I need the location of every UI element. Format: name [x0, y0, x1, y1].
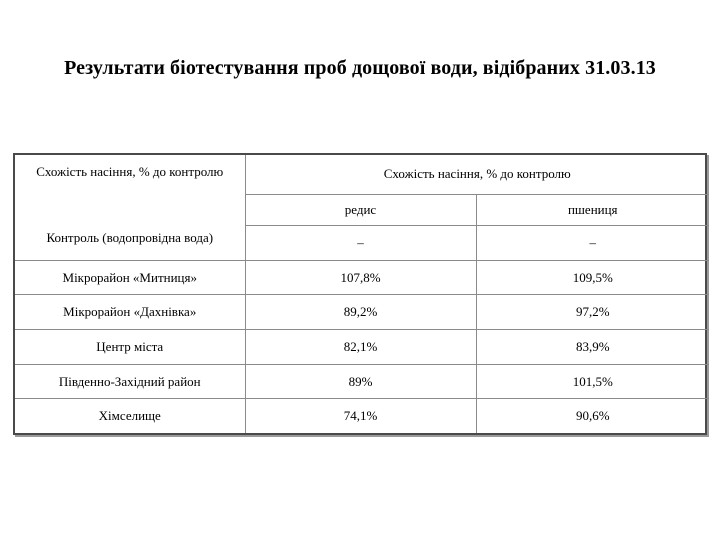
table-row — [15, 295, 709, 330]
row-label: Центр міста — [15, 330, 245, 365]
radish-value: 89,2% — [245, 295, 476, 330]
wheat-value: 109,5% — [476, 260, 709, 295]
results-table — [13, 153, 707, 435]
group-header: Схожість насіння, % до контролю — [245, 155, 709, 194]
table-row — [15, 330, 709, 365]
wheat-value: 83,9% — [476, 330, 709, 365]
table-corner-cell — [15, 155, 245, 260]
table-row — [15, 399, 709, 433]
table-row — [15, 260, 709, 295]
control-row-label: Контроль (водопровідна вода) — [46, 230, 214, 245]
control-radish-value: – — [245, 226, 476, 261]
subheader-radish: редис — [245, 194, 476, 226]
radish-value: 107,8% — [245, 260, 476, 295]
radish-value: 89% — [245, 364, 476, 399]
wheat-value: 101,5% — [476, 364, 709, 399]
radish-value: 74,1% — [245, 399, 476, 433]
wheat-value: 90,6% — [476, 399, 709, 433]
row-label: Мікрорайон «Дахнівка» — [15, 295, 245, 330]
table-row — [15, 364, 709, 399]
control-wheat-value: – — [476, 226, 709, 261]
row-label: Мікрорайон «Митниця» — [15, 260, 245, 295]
corner-header-text: Схожість насіння, % до контролю — [36, 164, 224, 179]
row-label: Південно-Західний район — [15, 364, 245, 399]
page-title: Результати біотестування проб дощової води, відібраних 31.03.13 — [64, 57, 656, 79]
radish-value: 82,1% — [245, 330, 476, 365]
subheader-wheat: пшениця — [476, 194, 709, 226]
row-label: Хімселище — [15, 399, 245, 433]
table-header-row — [15, 155, 709, 194]
wheat-value: 97,2% — [476, 295, 709, 330]
